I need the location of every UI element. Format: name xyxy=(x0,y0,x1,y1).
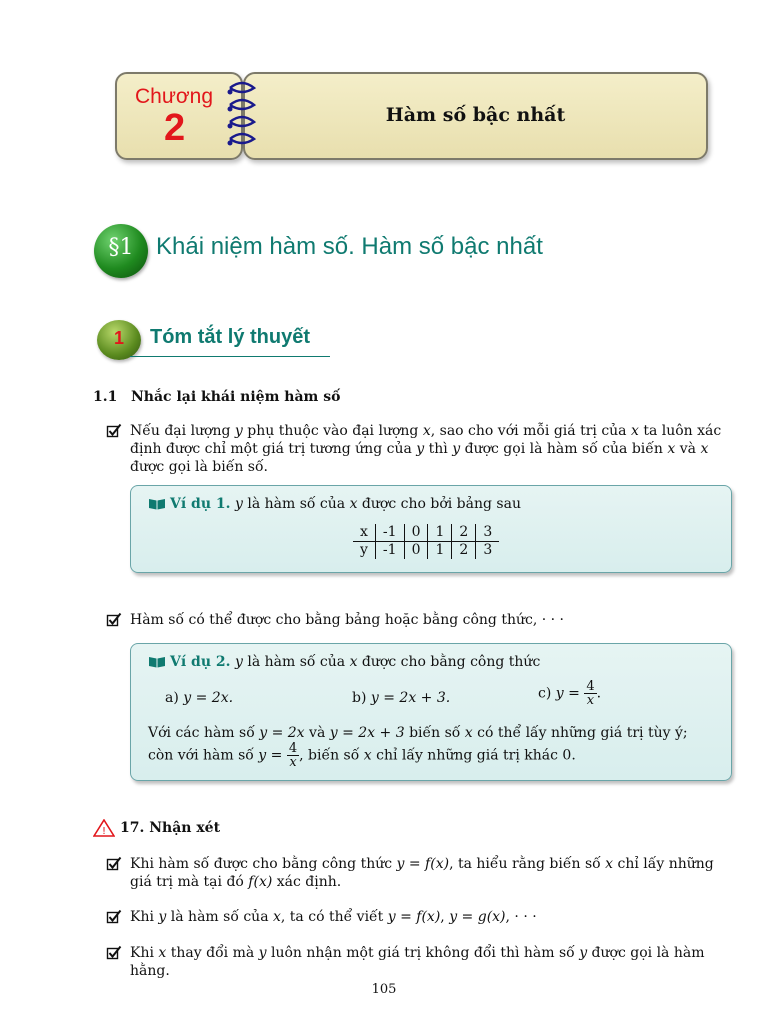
table-row: x -1 0 1 2 3 xyxy=(353,524,499,542)
checkbox-icon xyxy=(106,856,122,872)
remark-item-2: Khi y là hàm số của x, ta có thể viết y = f(x), y = g(x), · · · xyxy=(130,909,537,925)
table-row: y -1 0 1 2 3 xyxy=(353,542,499,560)
example-2-item-b: b) y = 2x + 3. xyxy=(352,690,451,706)
section-title: Khái niệm hàm số. Hàm số bậc nhất xyxy=(156,233,543,260)
checkbox-icon xyxy=(106,909,122,925)
chapter-title: Hàm số bậc nhất xyxy=(385,104,566,126)
example-2-heading: Ví dụ 2. y là hàm số của x được cho bằng công thức xyxy=(148,654,540,670)
fraction: $\frac{4}{x}$ xyxy=(586,679,595,708)
book-icon xyxy=(148,655,166,668)
fraction: $\frac{4}{x}$ xyxy=(288,741,298,770)
subsubsection-title: Nhắc lại khái niệm hàm số xyxy=(131,389,341,405)
svg-text:!: ! xyxy=(101,826,107,837)
subsubsection-number: 1.1 xyxy=(93,389,118,405)
checkbox-icon xyxy=(106,612,122,628)
subsection-title: Tóm tắt lý thuyết xyxy=(150,326,311,348)
paragraph-function-forms: Hàm số có thể được cho bằng bảng hoặc bằng công thức, · · · xyxy=(130,612,564,628)
subsection-underline xyxy=(130,356,330,357)
checkbox-icon xyxy=(106,945,122,961)
paragraph-function-definition: Nếu đại lượng y phụ thuộc vào đại lượng x, sao cho với mỗi giá trị của x ta luôn xác định được chỉ một giá trị tương ứng của y thì y được gọi là hàm số của biến x và x được gọi là biến số. xyxy=(130,423,722,475)
page-number: 105 xyxy=(371,982,397,997)
remark-item-1: Khi hàm số được cho bằng công thức y = f(x), ta hiểu rằng biến số x chỉ lấy những giá trị mà tại đó f(x) xác định. xyxy=(130,856,714,890)
subsubsection-heading xyxy=(93,389,340,405)
checkbox-icon xyxy=(106,423,122,439)
book-icon xyxy=(148,497,166,510)
subsection-label: 1 xyxy=(113,328,124,348)
example-2-item-a: a) y = 2x. xyxy=(165,690,234,706)
remark-heading: 17. Nhận xét xyxy=(120,820,221,836)
values-table xyxy=(353,524,499,559)
section-label: §1 xyxy=(108,235,134,260)
example-2-note: Với các hàm số y = 2x và y = 2x + 3 biến số x có thể lấy những giá trị tùy ý; còn với hàm số y = $\frac{4}{x}$ , biến số x chỉ lấy những giá trị khác 0. xyxy=(148,725,688,770)
warning-icon xyxy=(93,819,115,837)
remark-item-3: Khi x thay đổi mà y luôn nhận một giá trị không đổi thì hàm số y được gọi là hàm hằng. xyxy=(130,945,705,979)
example-1-heading: Ví dụ 1. y là hàm số của x được cho bởi bảng sau xyxy=(148,496,521,512)
example-2-item-c: c) y = $\frac{4}{x}$ . xyxy=(538,679,602,708)
chapter-word: Chương xyxy=(135,85,214,108)
chapter-number: 2 xyxy=(164,107,186,149)
